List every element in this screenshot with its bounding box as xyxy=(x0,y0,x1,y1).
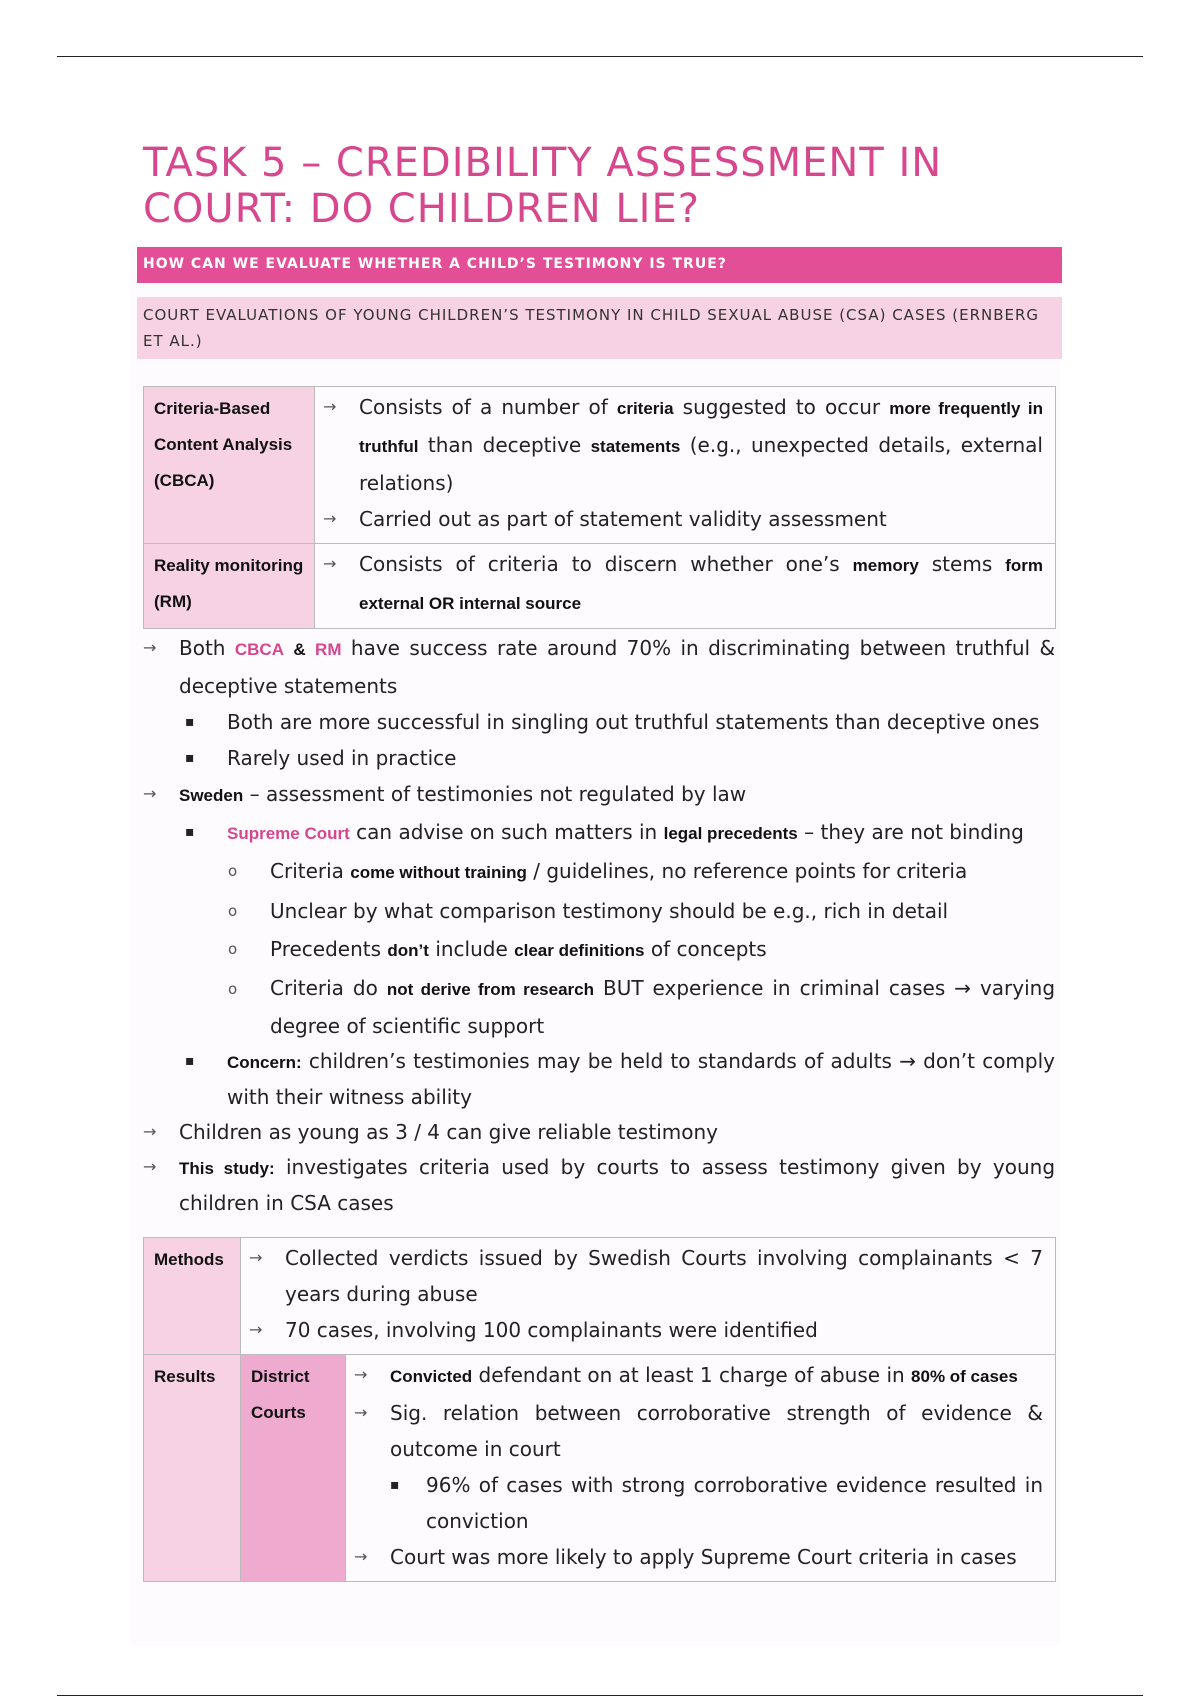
arrow-icon: → xyxy=(143,1122,157,1141)
table-row xyxy=(144,1355,1056,1582)
circle-bullet-icon: o xyxy=(228,862,238,880)
list-item: ▪ Supreme Court can advise on such matters in legal precedents – they are not binding xyxy=(185,814,1055,852)
cbca-label: Criteria-Based Content Analysis (CBCA) xyxy=(144,387,315,544)
arrow-icon: → xyxy=(323,554,337,573)
rm-cell: → Consists of criteria to discern whether one’s memory stems form external OR internal source xyxy=(315,544,1056,629)
arrow-icon: → xyxy=(354,1403,368,1422)
bullet-icon: ▪ xyxy=(390,1477,400,1493)
circle-bullet-icon: o xyxy=(228,940,238,958)
arrow-icon: → xyxy=(354,1547,368,1566)
criteria-table xyxy=(143,386,1056,629)
section-banner: HOW CAN WE EVALUATE WHETHER A CHILD’S TESTIMONY IS TRUE? xyxy=(137,247,1062,283)
table-row xyxy=(144,387,1056,544)
bullet-icon: ▪ xyxy=(185,750,195,766)
list-item: ▪ Concern: children’s testimonies may be held to standards of adults → don’t comply with their witness ability xyxy=(185,1044,1055,1114)
circle-bullet-icon: o xyxy=(228,902,238,920)
methods-label: Methods xyxy=(144,1238,241,1355)
arrow-icon: → xyxy=(249,1248,263,1267)
list-item: → Both CBCA & RM have success rate around 70% in discriminating between truthful & deceptive statements xyxy=(143,630,1055,704)
results-cell: → Convicted defendant on at least 1 charge of abuse in 80% of cases → Sig. relation between corroborative strength of evidence & outcome in court ▪ 96% of cases with strong corroborative evidence resulted in conviction → Court was more likely to apply Supreme Court criteria in cases xyxy=(346,1355,1056,1582)
cbca-cell: → Consists of a number of criteria suggested to occur more frequently in truthful than deceptive statements (e.g., unexpected details, external relations) → Carried out as part of statement validity assessment xyxy=(315,387,1056,544)
bullet-icon: ▪ xyxy=(185,714,195,730)
district-courts-label: District Courts xyxy=(241,1355,346,1582)
arrow-icon: → xyxy=(143,784,157,803)
arrow-icon: → xyxy=(143,638,157,657)
list-item: → Sweden – assessment of testimonies not regulated by law xyxy=(143,776,1055,814)
list-item: o Precedents don’t include clear definitions of concepts xyxy=(228,930,1055,970)
list-item: ▪ Both are more successful in singling out truthful statements than deceptive ones xyxy=(185,704,1055,740)
list-item: o Criteria do not derive from research BUT experience in criminal cases → varying degree of scientific support xyxy=(228,970,1055,1044)
arrow-icon: → xyxy=(143,1157,157,1176)
notes-list xyxy=(143,630,1055,1220)
top-rule xyxy=(57,56,1143,57)
list-item: o Criteria come without training / guidelines, no reference points for criteria xyxy=(228,852,1055,892)
list-item: → Children as young as 3 / 4 can give reliable testimony xyxy=(143,1114,1055,1150)
arrow-icon: → xyxy=(249,1320,263,1339)
arrow-icon: → xyxy=(354,1365,368,1384)
table-row xyxy=(144,544,1056,629)
rm-label: Reality monitoring (RM) xyxy=(144,544,315,629)
list-item: → This study: investigates criteria used by courts to assess testimony given by young children in CSA cases xyxy=(143,1150,1055,1220)
list-item: ▪ Rarely used in practice xyxy=(185,740,1055,776)
bottom-rule xyxy=(57,1695,1143,1696)
arrow-icon: → xyxy=(323,397,337,416)
study-table xyxy=(143,1237,1056,1582)
table-row xyxy=(144,1238,1056,1355)
bullet-icon: ▪ xyxy=(185,1053,195,1069)
results-label: Results xyxy=(144,1355,241,1582)
circle-bullet-icon: o xyxy=(228,980,238,998)
page-title: TASK 5 – CREDIBILITY ASSESSMENT IN COURT: DO CHILDREN LIE? xyxy=(143,140,943,232)
methods-cell: → Collected verdicts issued by Swedish Courts involving complainants < 7 years during abuse → 70 cases, involving 100 complainants were identified xyxy=(241,1238,1056,1355)
bullet-icon: ▪ xyxy=(185,824,195,840)
list-item: o Unclear by what comparison testimony should be e.g., rich in detail xyxy=(228,892,1055,930)
subsection-heading: COURT EVALUATIONS OF YOUNG CHILDREN’S TESTIMONY IN CHILD SEXUAL ABUSE (CSA) CASES (ERNBERG ET AL.) xyxy=(137,297,1062,359)
arrow-icon: → xyxy=(323,509,337,528)
